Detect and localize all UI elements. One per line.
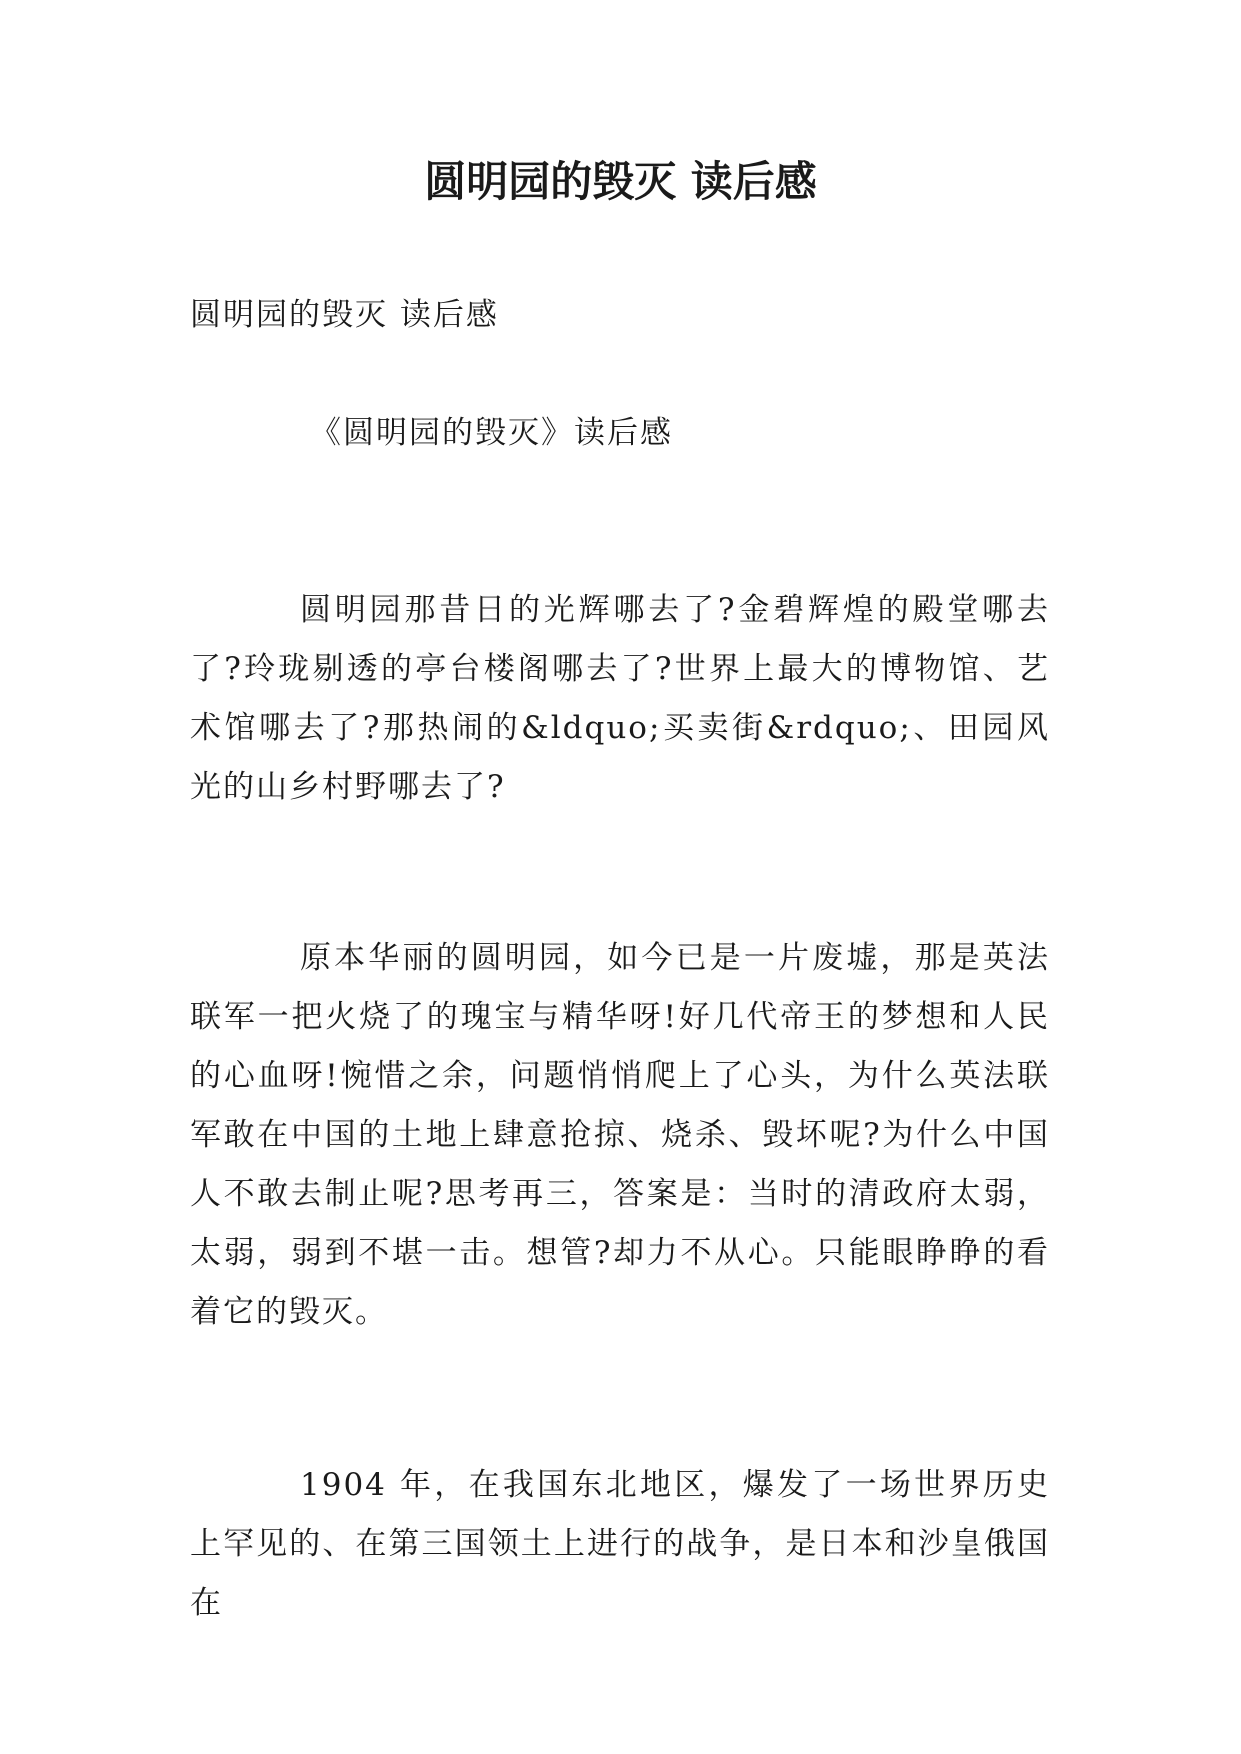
paragraph-1: 圆明园那昔日的光辉哪去了?金碧辉煌的殿堂哪去了?玲珑剔透的亭台楼阁哪去了?世界上最大的博物馆、艺术馆哪去了?那热闹的&ldquo;买卖街&rdquo;、田园风光的山乡村野哪去了? — [190, 592, 1050, 805]
document-subtitle: 圆明园的毁灭 读后感 — [190, 297, 499, 333]
essay-heading: 《圆明园的毁灭》读后感 — [310, 415, 673, 451]
document-title: 圆明园的毁灭 读后感 — [424, 157, 817, 206]
paragraph-3: 1904 年，在我国东北地区，爆发了一场世界历史上罕见的、在第三国领土上进行的战争，是日本和沙皇俄国在 — [190, 1467, 1050, 1621]
paragraph-2: 原本华丽的圆明园，如今已是一片废墟，那是英法联军一把火烧了的瑰宝与精华呀!好几代帝王的梦想和人民的心血呀!惋惜之余，问题悄悄爬上了心头，为什么英法联军敢在中国的土地上肆意抢掠、烧杀、毁坏呢?为什么中国人不敢去制止呢?思考再三，答案是：当时的清政府太弱，太弱，弱到不堪一击。想管?却力不从心。只能眼睁睁的看着它的毁灭。 — [190, 940, 1050, 1330]
